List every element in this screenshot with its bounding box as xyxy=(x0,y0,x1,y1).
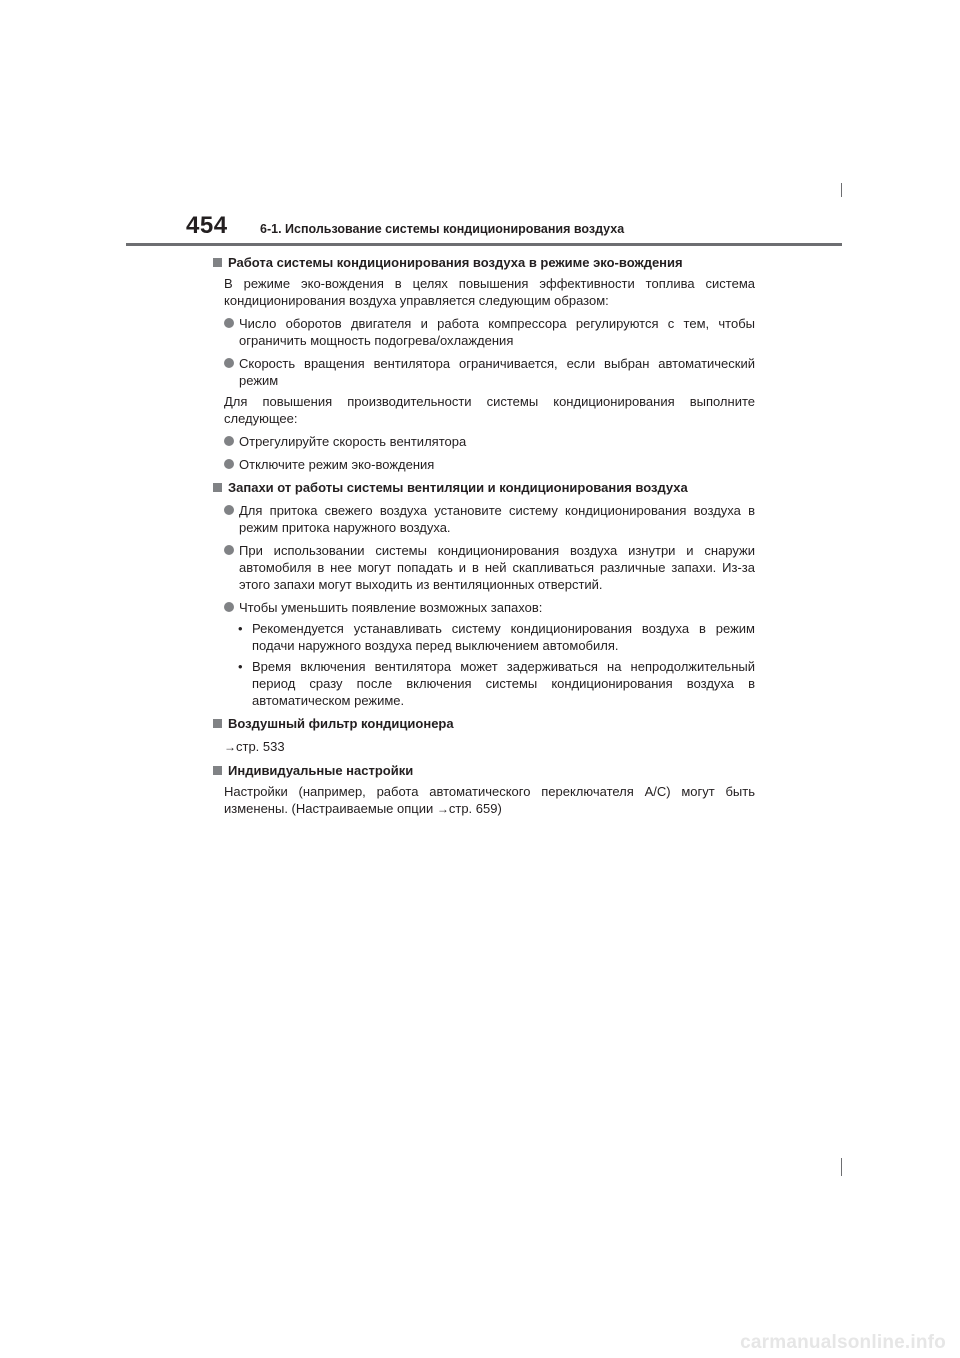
sub-list-item xyxy=(238,658,755,709)
square-bullet-icon xyxy=(213,766,222,775)
heading-text: Работа системы кондиционирования воздуха в режиме эко-вождения xyxy=(228,255,683,270)
page-number: 454 xyxy=(186,212,228,239)
list-item-text: Скорость вращения вентилятора ограничивается, если выбран автоматический режим xyxy=(239,356,755,388)
list-item-text: Чтобы уменьшить появление возможных запахов: xyxy=(239,600,543,615)
list-item-text: Число оборотов двигателя и работа компрессора регулируются с тем, чтобы ограничить мощность подогрева/охлаждения xyxy=(239,316,755,348)
eco-intro-paragraph: В режиме эко-вождения в целях повышения эффективности топлива система кондиционирования воздуха управляется следующим образом: xyxy=(224,276,755,308)
page-reference-link[interactable]: стр. 533 xyxy=(236,739,285,754)
list-item-text: Отключите режим эко-вождения xyxy=(239,457,435,472)
heading-text: Запахи от работы системы вентиляции и кондиционирования воздуха xyxy=(228,480,688,495)
list-item xyxy=(224,599,755,616)
heading-odors xyxy=(210,479,755,496)
heading-air-filter xyxy=(210,715,755,732)
square-bullet-icon xyxy=(213,258,222,267)
section-title: 6-1. Использование системы кондиционирования воздуха xyxy=(260,222,625,236)
list-item-text: Для притока свежего воздуха установите систему кондиционирования воздуха в режим притока наружного воздуха. xyxy=(239,503,755,535)
arrow-right-icon: → xyxy=(224,740,236,754)
sub-list-item-text: Время включения вентилятора может задерживаться на непродолжительный период сразу после включения системы кондиционирования воздуха в автоматическом режиме. xyxy=(252,659,755,708)
square-bullet-icon xyxy=(213,483,222,492)
circle-bullet-icon xyxy=(224,436,234,446)
circle-bullet-icon xyxy=(224,505,234,515)
list-item xyxy=(224,433,755,450)
list-item xyxy=(224,542,755,593)
list-item xyxy=(224,456,755,473)
bullet-dot-icon: • xyxy=(238,621,243,636)
list-item-text: При использовании системы кондиционирования воздуха изнутри и снаружи автомобиля в нее могут попадать и в ней скапливаться различные запахи. Из-за этого запахи могут выходить из вентиляционных отверстий. xyxy=(239,543,755,592)
circle-bullet-icon xyxy=(224,545,234,555)
custom-settings-paragraph xyxy=(224,783,755,818)
list-item-text: Отрегулируйте скорость вентилятора xyxy=(239,434,467,449)
eco-advice-paragraph: Для повышения производительности системы кондиционирования выполните следующее: xyxy=(224,394,755,426)
circle-bullet-icon xyxy=(224,459,234,469)
header-rule xyxy=(126,243,842,246)
sub-list-item xyxy=(238,620,755,654)
bullet-dot-icon: • xyxy=(238,659,243,674)
circle-bullet-icon xyxy=(224,318,234,328)
page-content xyxy=(210,254,755,818)
site-watermark: carmanualsonline.info xyxy=(740,1332,946,1353)
circle-bullet-icon xyxy=(224,358,234,368)
crop-mark-bottom xyxy=(841,1158,842,1176)
sub-list-item-text: Рекомендуется устанавливать систему кондиционирования воздуха в режим подачи наружного воздуха перед выключением автомобиля. xyxy=(252,621,755,653)
circle-bullet-icon xyxy=(224,602,234,612)
page-reference xyxy=(224,738,755,756)
list-item xyxy=(224,355,755,389)
list-item xyxy=(224,502,755,536)
page-reference-link[interactable]: стр. 659) xyxy=(448,801,502,816)
heading-text: Индивидуальные настройки xyxy=(228,763,414,778)
heading-eco-mode xyxy=(210,254,755,271)
heading-text: Воздушный фильтр кондиционера xyxy=(228,716,454,731)
crop-mark-top xyxy=(841,183,842,197)
heading-custom-settings xyxy=(210,762,755,779)
custom-settings-text: Настройки (например, работа автоматического переключателя A/C) могут быть изменены. (Настраиваемые опции xyxy=(224,784,755,816)
list-item xyxy=(224,315,755,349)
arrow-right-icon: → xyxy=(436,802,449,816)
square-bullet-icon xyxy=(213,719,222,728)
